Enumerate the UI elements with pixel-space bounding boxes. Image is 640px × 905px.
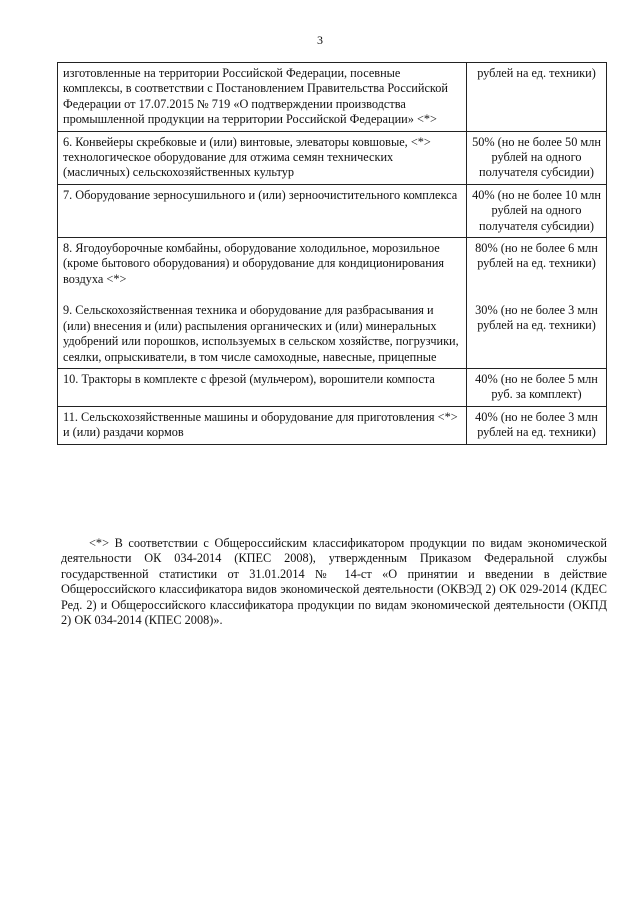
row-description: 11. Сельскохозяйственные машины и оборудование для приготовления <*> и (или) раздачи кормов [58, 406, 467, 444]
row-rate: 80% (но не более 6 млн рублей на ед. техники) [475, 241, 598, 271]
row-rate: 30% (но не более 3 млн рублей на ед. техники) [475, 302, 598, 333]
row-rate: 40% (но не более 5 млн руб. за комплект) [467, 368, 607, 406]
table-row [58, 238, 607, 369]
row-description: изготовленные на территории Российской Федерации, посевные комплексы, в соответствии с Постановлением Правительства Российской Федерации от 17.07.2015 № 719 «О подтверждении производства промышленной продукции на территории Российской Федерации» <*> [58, 63, 467, 132]
row-description: 10. Тракторы в комплекте с фрезой (мульчером), ворошители компоста [58, 368, 467, 406]
footnote: <*> В соответствии с Общероссийским классификатором продукции по видам экономической деятельности ОК 034-2014 (КПЕС 2008), утвержденным Приказом Федеральной службы государственной статистики от 31.01.2014 № 14-ст «О принятии и введении в действие Общероссийского классификатора видов экономической деятельности (ОКВЭД 2) ОК 029-2014 (КДЕС Ред. 2) и Общероссийского классификатора продукции по видам экономической деятельности (ОКПД 2) ОК 034-2014 (КПЕС 2008)». [61, 536, 607, 628]
row-description: 6. Конвейеры скребковые и (или) винтовые, элеваторы ковшовые, <*> технологическое оборудование для отжима семян технических (масличных) сельскохозяйственных культур [58, 131, 467, 184]
row-description-combined [58, 238, 467, 369]
row-rate: 40% (но не более 3 млн рублей на ед. техники) [467, 406, 607, 444]
page-number: 3 [317, 33, 323, 47]
row-rate: 50% (но не более 50 млн рублей на одного получателя субсидии) [467, 131, 607, 184]
row-description: 7. Оборудование зерносушильного и (или) зерноочистительного комплекса [58, 184, 467, 237]
table-row [58, 406, 607, 444]
table-row [58, 184, 607, 237]
row-rate: 40% (но не более 10 млн рублей на одного получателя субсидии) [467, 184, 607, 237]
table-row [58, 131, 607, 184]
row-rate-combined [467, 238, 607, 369]
subsidy-table [57, 62, 607, 445]
table-row [58, 368, 607, 406]
row-description: 9. Сельскохозяйственная техника и оборудование для разбрасывания и (или) внесения и (или) распыления органических и (или) минеральных удобрений или порошков, используемых в сельском хозяйстве, погрузчики, сеялки, опрыскиватели, в том числе самоходные, навесные, прицепные [63, 303, 459, 364]
table-row [58, 63, 607, 132]
row-description: 8. Ягодоуборочные комбайны, оборудование холодильное, морозильное (кроме бытового оборудования) и оборудование для кондиционирования воздуха <*> [63, 241, 445, 286]
row-rate: рублей на ед. техники) [467, 63, 607, 132]
